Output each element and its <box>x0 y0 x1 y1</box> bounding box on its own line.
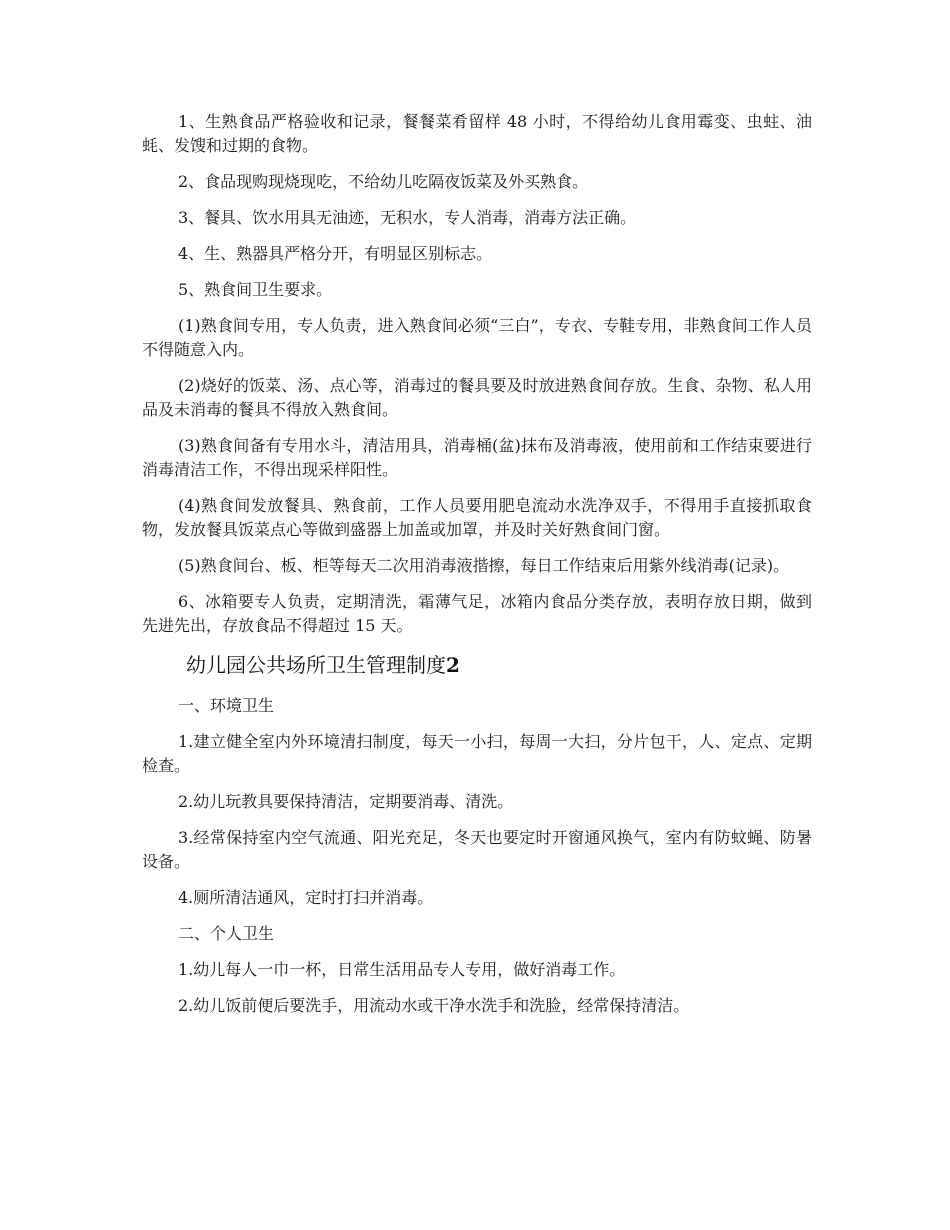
paragraph: 1.幼儿每人一巾一杯，日常生活用品专人专用，做好消毒工作。 <box>178 960 626 979</box>
paragraph: 4、生、熟器具严格分开，有明显区别标志。 <box>178 244 493 263</box>
paragraph: (1)熟食间专用，专人负责，进入熟食间必须“三白”，专衣、专鞋专用，非熟食间工作人员不得随意入内。 <box>142 316 812 359</box>
paragraph: 5、熟食间卫生要求。 <box>178 280 333 299</box>
paragraph: 4.厕所清洁通风，定时打扫并消毒。 <box>178 888 434 907</box>
subheading: 一、环境卫生 <box>178 696 275 715</box>
document-body <box>142 110 812 1030</box>
paragraph: 3.经常保持室内空气流通、阳光充足，冬天也要定时开窗通风换气，室内有防蚊蝇、防暑设备。 <box>142 828 812 871</box>
paragraph: 3、餐具、饮水用具无油迹，无积水，专人消毒，消毒方法正确。 <box>178 208 637 227</box>
paragraph: (3)熟食间备有专用水斗，清洁用具，消毒桶(盆)抹布及消毒液，使用前和工作结束要进行消毒清洁工作，不得出现采样阳性。 <box>142 436 812 479</box>
paragraph: 1、生熟食品严格验收和记录，餐餐菜肴留样 48 小时，不得给幼儿食用霉变、虫蛀、油蚝、发馊和过期的食物。 <box>142 112 812 155</box>
paragraph: (2)烧好的饭菜、汤、点心等，消毒过的餐具要及时放进熟食间存放。生食、杂物、私人用品及未消毒的餐具不得放入熟食间。 <box>142 376 812 419</box>
section-heading-text: 幼儿园公共场所卫生管理制度 <box>186 653 446 677</box>
section-heading-number: 2 <box>446 653 460 677</box>
paragraph: 2、食品现购现烧现吃，不给幼儿吃隔夜饭菜及外买熟食。 <box>178 172 589 191</box>
paragraph: 6、冰箱要专人负责，定期清洗，霜薄气足，冰箱内食品分类存放，表明存放日期，做到先进先出，存放食品不得超过 15 天。 <box>142 592 812 635</box>
paragraph: 2.幼儿饭前便后要洗手，用流动水或干净水洗手和洗脸，经常保持清洁。 <box>178 996 690 1015</box>
subheading: 二、个人卫生 <box>178 924 275 943</box>
paragraph: (5)熟食间台、板、柜等每天二次用消毒液揩擦，每日工作结束后用紫外线消毒(记录)。 <box>178 556 790 575</box>
paragraph: 2.幼儿玩教具要保持清洁，定期要消毒、清洗。 <box>178 792 514 811</box>
section-heading <box>142 650 812 680</box>
paragraph: 1.建立健全室内外环境清扫制度，每天一小扫，每周一大扫，分片包干，人、定点、定期检查。 <box>142 732 812 775</box>
paragraph: (4)熟食间发放餐具、熟食前，工作人员要用肥皂流动水洗净双手，不得用手直接抓取食物，发放餐具饭菜点心等做到盛器上加盖或加罩，并及时关好熟食间门窗。 <box>142 496 812 539</box>
